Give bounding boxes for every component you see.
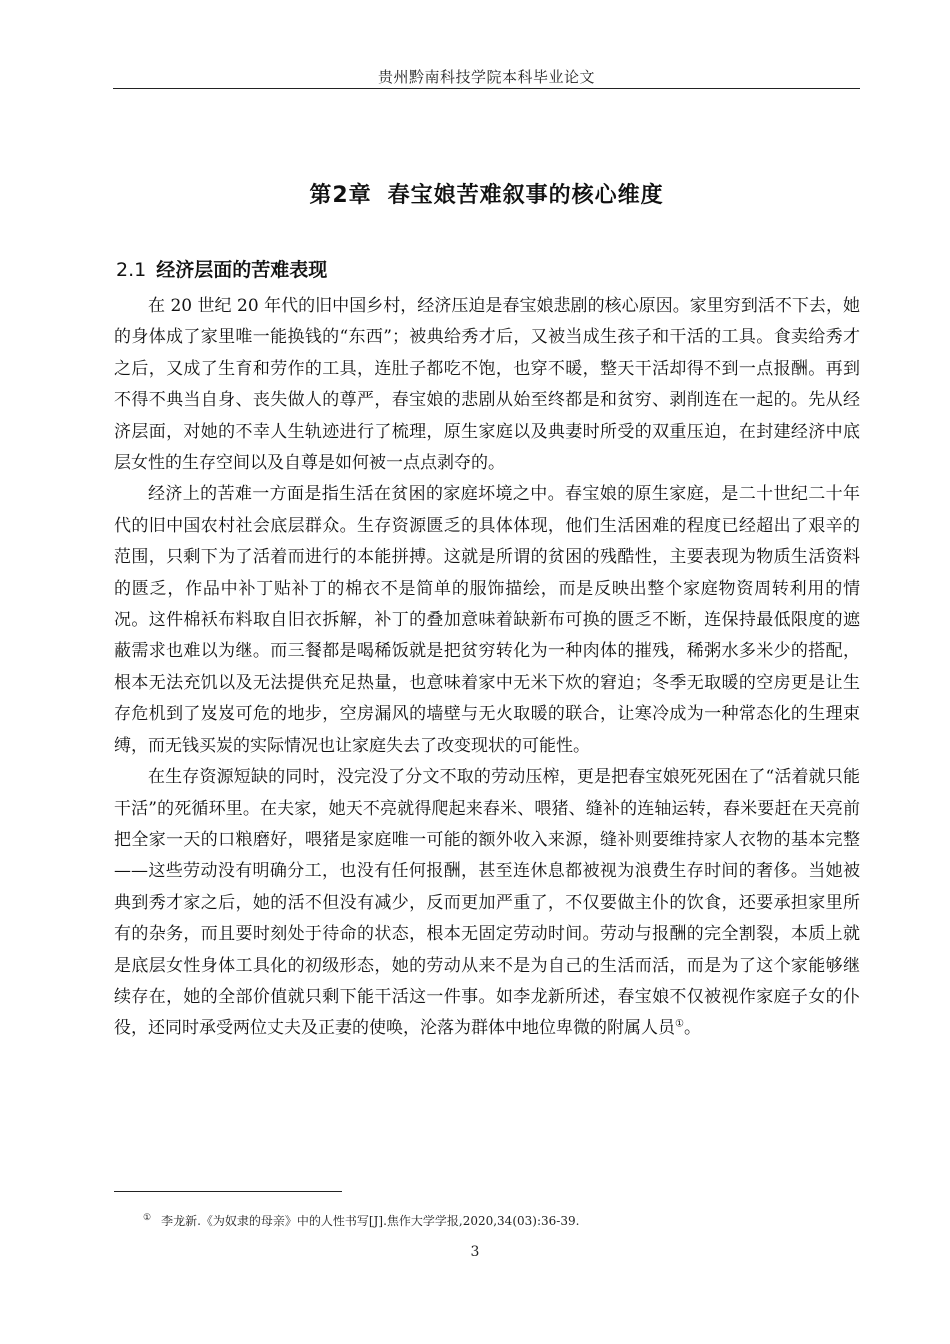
footnote-mark: ① xyxy=(143,1213,152,1223)
footnote-text: 李龙新.《为奴隶的母亲》中的人性书写[J].焦作大学学报,2020,34(03):36-39. xyxy=(161,1214,580,1228)
chapter-title-text: 春宝娘苦难叙事的核心维度 xyxy=(387,183,664,208)
chapter-number: 第2章 xyxy=(309,183,372,208)
paragraph-end: 。 xyxy=(683,1018,701,1039)
paragraph: 在 20 世纪 20 年代的旧中国乡村，经济压迫是春宝娘悲剧的核心原因。家里穷到活不下去，她的身体成了家里唯一能换钱的“东西”；被典给秀才后，又被当成生孩子和干活的工具。食卖给秀才之后，又成了生育和劳作的工具，连肚子都吃不饱，也穿不暖，整天干活却得不到一点报酬。再到不得不典当自身、丧失做人的尊严，春宝娘的悲剧从始至终都是和贫穷、剥削连在一起的。先从经济层面，对她的不幸人生轨迹进行了梳理，原生家庭以及典妻时所受的双重压迫，在封建经济中底层女性的生存空间以及自尊是如何被一点点剥夺的。 xyxy=(114,296,860,474)
footnote-reference[interactable]: ① xyxy=(675,1018,684,1030)
chapter-title xyxy=(113,178,860,209)
body-text xyxy=(114,291,860,1045)
page-number: 3 xyxy=(470,1244,480,1260)
section-number: 2.1 xyxy=(116,259,147,281)
section-title-text: 经济层面的苦难表现 xyxy=(156,259,328,281)
running-header: 贵州黔南科技学院本科毕业论文 xyxy=(377,68,595,86)
paragraph: 经济上的苦难一方面是指生活在贫困的家庭坏境之中。春宝娘的原生家庭，是二十世纪二十年代的旧中国农村社会底层群众。生存资源匮乏的具体体现，他们生活困难的程度已经超出了艰辛的范围，只剩下为了活着而进行的本能拼搏。这就是所谓的贫困的残酷性，主要表现为物质生活资料的匮乏，作品中补丁贴补丁的棉衣不是简单的服饰描绘，而是反映出整个家庭物资周转利用的情况。这件棉袄布料取自旧衣拆解，补丁的叠加意味着缺新布可换的匮乏不断，连保持最低限度的遮蔽需求也难以为继。而三餐都是喝稀饭就是把贫穷转化为一种肉体的摧残，稀粥水多米少的搭配，根本无法充饥以及无法提供充足热量，也意味着家中无米下炊的窘迫；冬季无取暖的空房更是让生存危机到了岌岌可危的地步，空房漏风的墙壁与无火取暖的联合，让寒冷成为一种常态化的生理束缚，而无钱买炭的实际情况也让家庭失去了改变现状的可能性。 xyxy=(114,484,860,756)
footnote-rule xyxy=(114,1191,342,1192)
footnote xyxy=(143,1212,579,1229)
header-rule xyxy=(113,88,860,89)
paragraph-text: 在生存资源短缺的同时，没完没了分文不取的劳动压榨，更是把春宝娘死死困在了“活着就只能干活”的死循环里。在夫家，她天不亮就得爬起来舂米、喂猪、缝补的连轴运转，舂米要赶在天亮前把全家一天的口粮磨好，喂猪是家庭唯一可能的额外收入来源，缝补则要维持家人衣物的基本完整——这些劳动没有明确分工，也没有任何报酬，甚至连休息都被视为浪费生存时间的奢侈。当她被典到秀才家之后，她的活不但没有减少，反而更加严重了，不仅要做主仆的饮食，还要承担家里所有的杂务，而且要时刻处于待命的状态，根本无固定劳动时间。劳动与报酬的完全割裂，本质上就是底层女性身体工具化的初级形态，她的劳动从来不是为自己的生活而活，而是为了这个家能够继续存在，她的全部价值就只剩下能干活这一件事。如李龙新所述，春宝娘不仅被视作家庭子女的仆役，还同时承受两位丈夫及正妻的使唤，沦落为群体中地位卑微的附属人员 xyxy=(114,767,860,1039)
section-title xyxy=(116,255,327,282)
paragraph xyxy=(114,762,860,1045)
